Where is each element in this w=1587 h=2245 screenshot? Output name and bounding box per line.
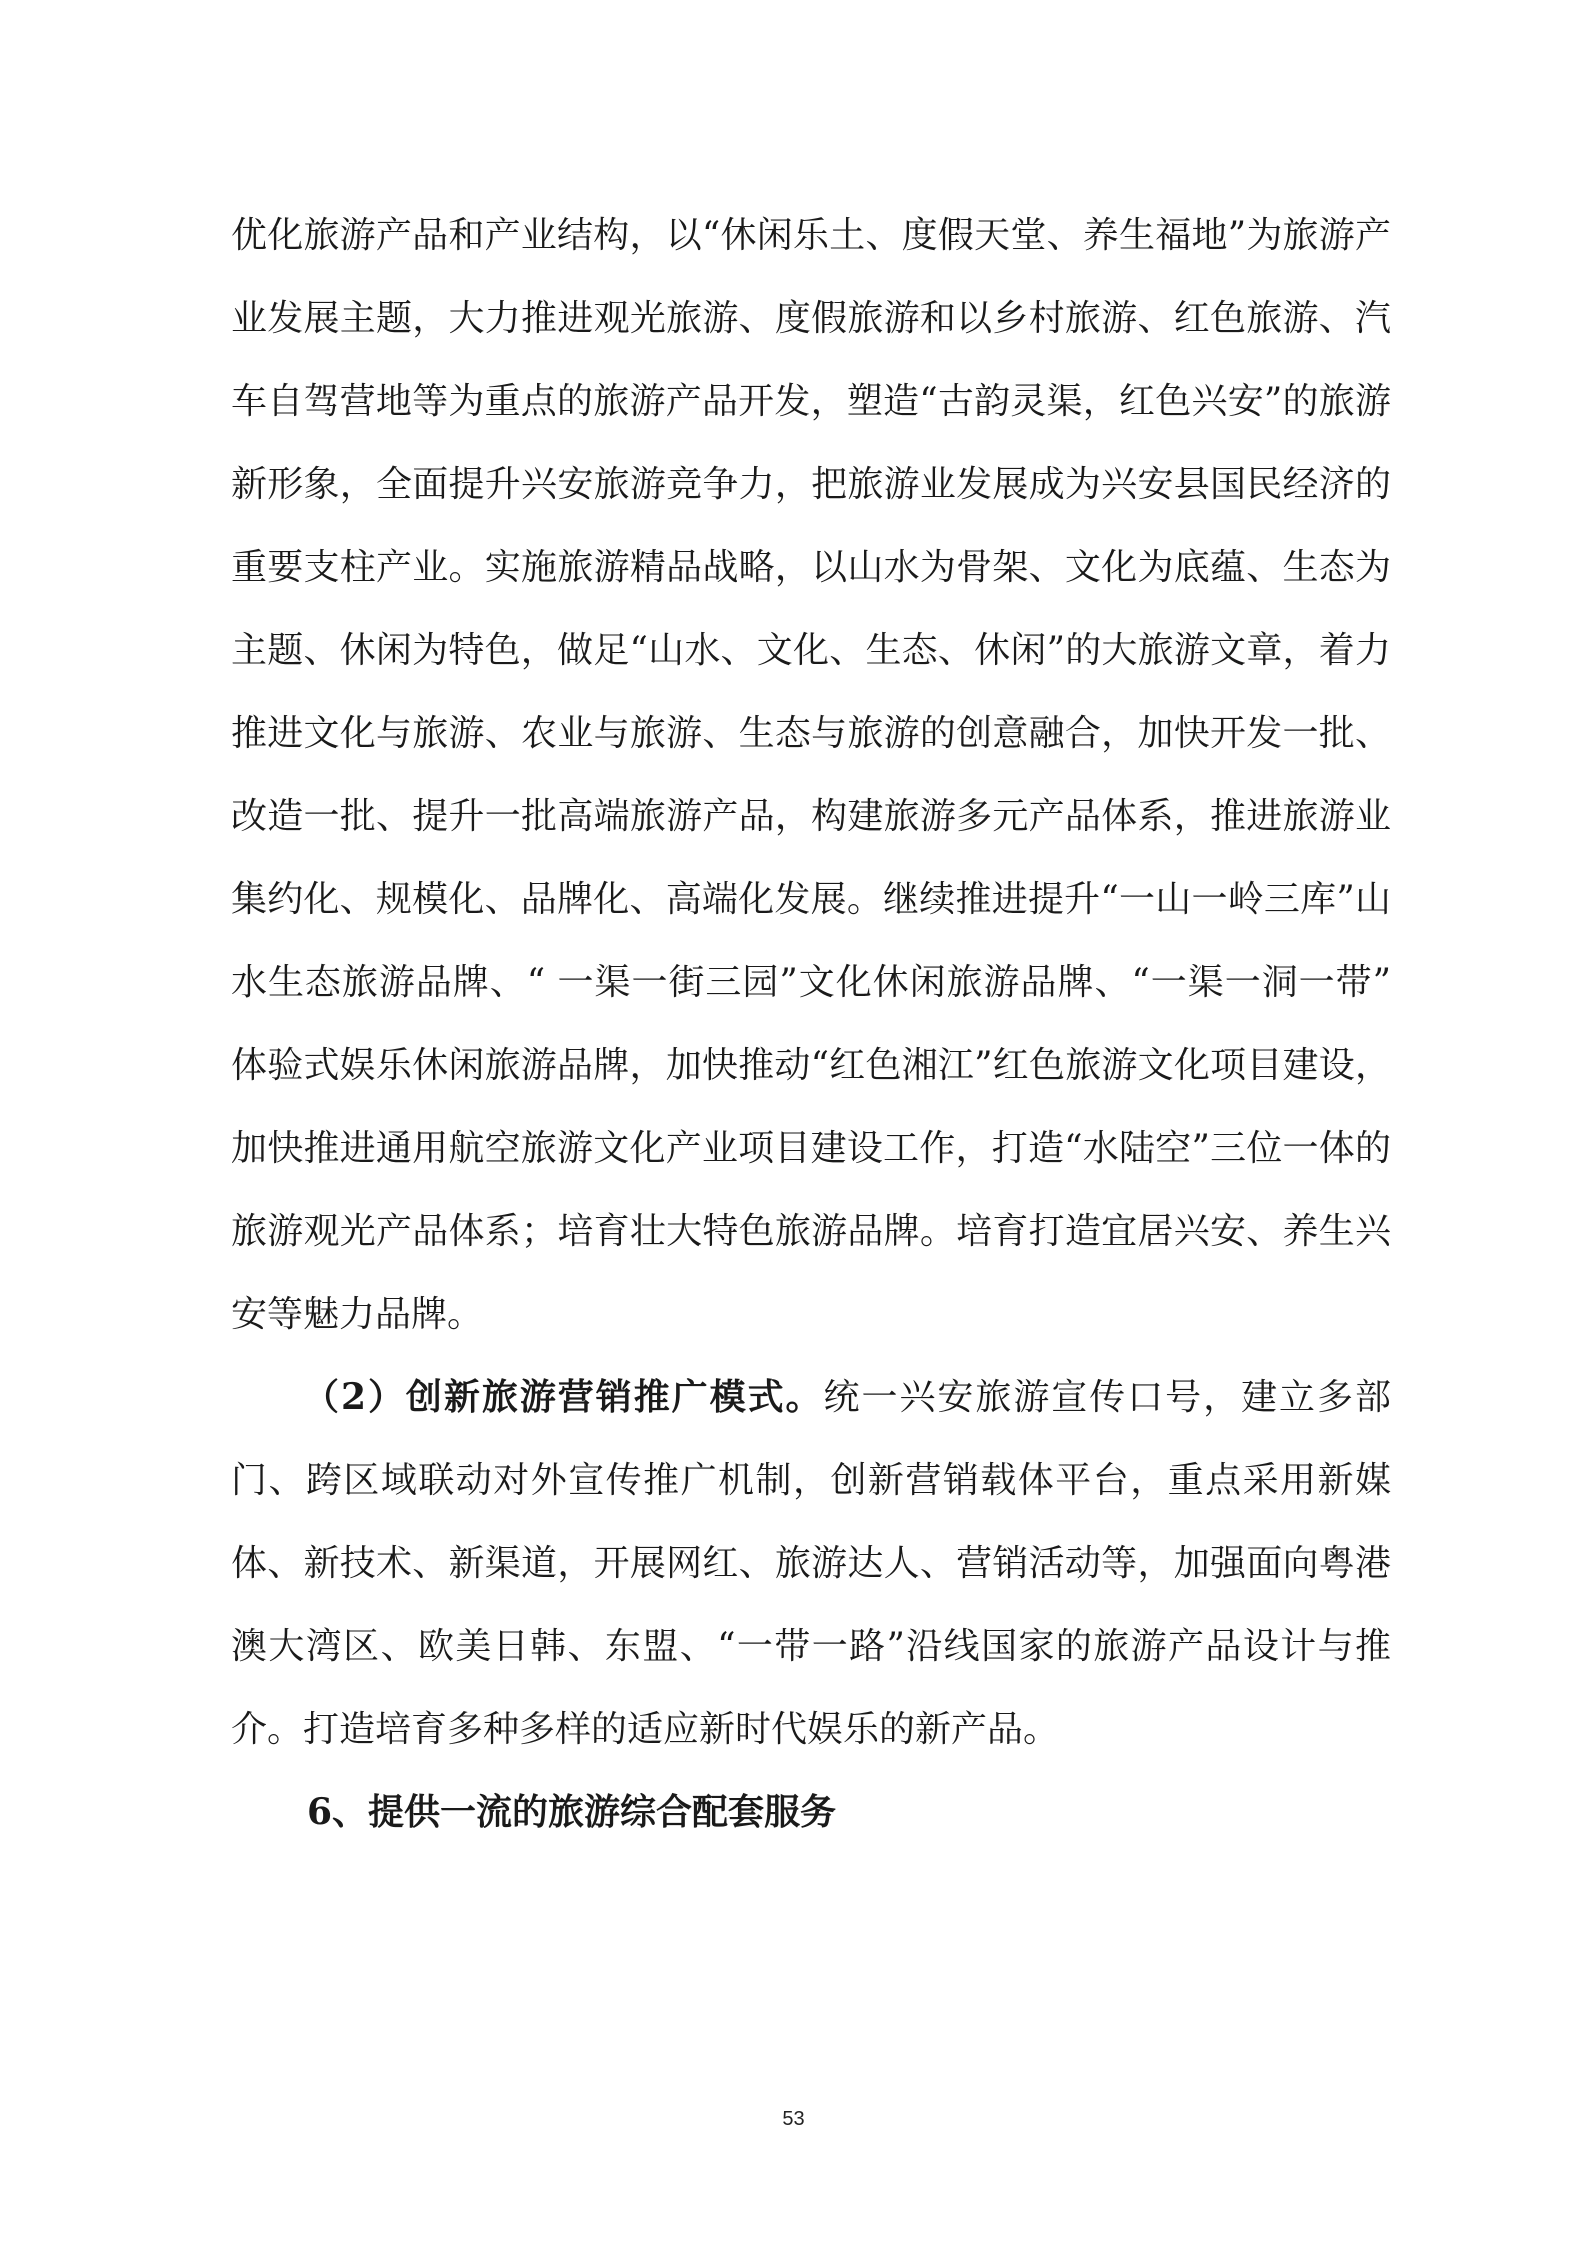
paragraph-tourism-products: 优化旅游产品和产业结构，以“休闲乐土、度假天堂、养生福地”为旅游产业发展主题，大力推进观光旅游、度假旅游和以乡村旅游、红色旅游、汽车自驾营地等为重点的旅游产品开发，塑造“古韵灵渠，红色兴安”的旅游新形象，全面提升兴安旅游竞争力，把旅游业发展成为兴安县国民经济的重要支柱产业。实施旅游精品战略，以山水为骨架、文化为底蕴、生态为主题、休闲为特色，做足“山水、文化、生态、休闲”的大旅游文章，着力推进文化与旅游、农业与旅游、生态与旅游的创意融合，加快开发一批、改造一批、提升一批高端旅游产品，构建旅游多元产品体系，推进旅游业集约化、规模化、品牌化、高端化发展。继续推进提升“一山一岭三库”山水生态旅游品牌、“ 一渠一街三园”文化休闲旅游品牌、“一渠一洞一带” 体验式娱乐休闲旅游品牌，加快推动“红色湘江”红色旅游文化项目建设，加快推进通用航空旅游文化产业项目建设工作，打造“水陆空”三位一体的旅游观光产品体系；培育壮大特色旅游品牌。培育打造宜居兴安、养生兴安等魅力品牌。: [231, 215, 1391, 1335]
section-heading-6: 6、提供一流的旅游综合配套服务: [307, 1791, 837, 1833]
paragraph-marketing-body: 统一兴安旅游宣传口号，建立多部门、跨区域联动对外宣传推广机制，创新营销载体平台，重点采用新媒体、新技术、新渠道，开展网红、旅游达人、营销活动等，加强面向粤港澳大湾区、欧美日韩、东盟、“一带一路”沿线国家的旅游产品设计与推介。打造培育多种多样的适应新时代娱乐的新产品。: [231, 1377, 1391, 1750]
page-number: 53: [782, 2108, 805, 2130]
paragraph-marketing-lead: （2）创新旅游营销推广模式。: [303, 1376, 824, 1418]
document-body: [231, 194, 1391, 1854]
paragraph-marketing: [231, 1356, 1391, 1771]
